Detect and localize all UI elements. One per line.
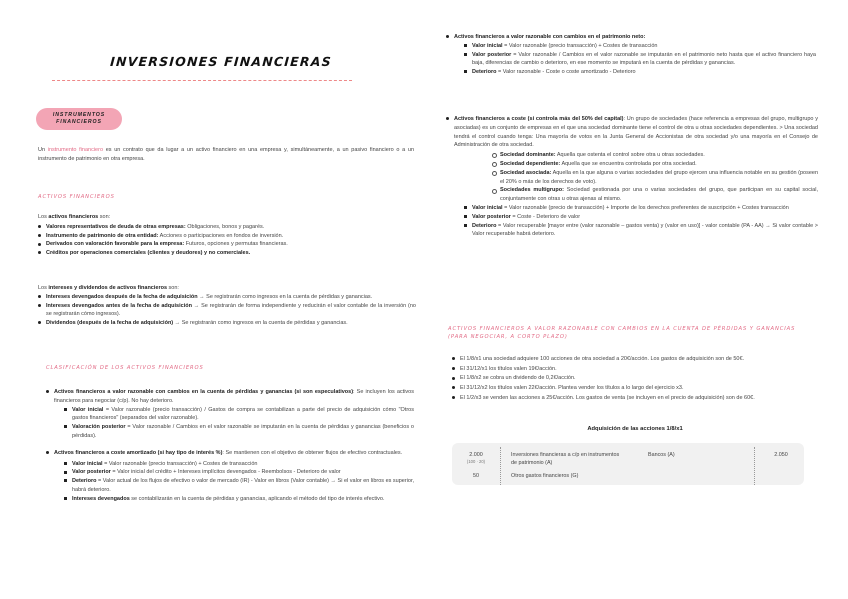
intereses-lead — [38, 284, 416, 293]
list-item: Activos financieros a valor razonable con cambios en la cuenta de pérdidas y ganancias (si son especulativos): Se incluyen los activos financieros para negociar (c/p). No hay deterioro. Valor inicial = Valor razonable (precio transacción) / Gastos de compra se contabilizan a parte del precio de adquisición cómo "Otros gastos financieros" (separados del valor razonable). Valoración posterior = Valor razonable / Cambios en el valor razonable se imputarán en la cuenta de pérdidas y ganancias (beneficios o pérdidas). — [46, 388, 414, 441]
pill-line-1: INSTRUMENTOS — [52, 112, 106, 118]
list-item: Valor posterior = Coste - Deterioro de valor — [464, 213, 818, 222]
title-divider — [52, 80, 352, 81]
pill-line-2: FINANCIEROS — [56, 119, 102, 125]
sublist — [64, 406, 414, 441]
intereses-list — [38, 293, 416, 328]
table-divider — [500, 447, 501, 485]
debit-amount: 50 — [473, 473, 479, 479]
activos-lead-pre: Los — [38, 214, 49, 220]
debit-account: Otros gastos financieros (G) — [511, 473, 579, 479]
list-item: Deterioro = Valor razonable - Coste o coste amortizado - Deterioro — [464, 68, 816, 77]
example-section — [452, 355, 818, 403]
clasificacion-section — [46, 388, 414, 504]
a4-list — [446, 115, 818, 239]
list-item: Deterioro = Valor actual de los flujos de efectivo o valor de mercado (IR) - Valor en libros (Valor contable) → Si el valor en libros es superior, habrá deterioro. — [64, 477, 414, 495]
credit-account: Bancos (A) — [648, 452, 675, 458]
activos-lead — [38, 213, 414, 222]
list-item: Valor inicial = Valor razonable (precio transacción) + Costes de transacción — [64, 460, 414, 469]
list-item: Activos financieros a coste amortizado (si hay tipo de interés %): Se mantienen con el objetivo de obtener flujos de efectivo contractuales. Valor inicial = Valor razonable (precio transacción) + Costes de transacción Valor posterior = Valor inicial del crédito + Intereses implícitos devengados - Reembolsos - Deterioro de valor Deterioro = Valor actual de los flujos de efectivo o valor de mercado (IR) - Valor en libros (Valor contable) → Si el valor en libros es superior, habrá deterioro. Intereses devengados se contabilizarán en la cuenta de pérdidas y ganancias, aplicando el método del tipo de interés efectivo. — [46, 449, 414, 504]
activos-heading: ACTIVOS FINANCIEROS — [38, 194, 115, 200]
example-heading — [448, 325, 795, 341]
list-item: Valoración posterior = Valor razonable / Cambios en el valor razonable se imputarán en la cuenta de pérdidas y ganancias (beneficios o pérdidas). — [64, 423, 414, 441]
clasificacion-heading: CLASIFICACIÓN DE LOS ACTIVOS FINANCIEROS — [46, 365, 204, 371]
list-item: Activos financieros a coste (si controla más del 50% del capital): Un grupo de sociedades (hace referencia a empresas del grupo, multigrupo y asociadas) es un conjunto de empresas en el que una sociedad dominante tiene el control de otra u otras sociedades dependientes. > Una sociedad tendrá el control cuando tenga: Una mayoría de votos en la Junta General de Accionistas de otra sociedad y/o una mayoría en el Consejo de Administración de otra sociedad. Sociedad dominante: Aquella que ostenta el control sobre otra u otras sociedades. Sociedad dependiente: Aquella que se encuentra controlada por otra sociedad. Sociedad asociada: Aquella en la que alguna o varias sociedades del grupo ejercen una influencia notable en su gestión (poseen el 20% o más de los derechos de voto). Sociedades multigrupo: Sociedad gestionada por una o varias sociedades del grupo, que participan en su capital social, conjuntamente con otras u otras ajenas al mismo. Valor inicial = Valor razonable (precio de transacción) + Importe de los derechos preferentes de suscripción + Costes transacción Valor posterior = Coste - Deterioro de valor Deterioro = Valor recuperable [mayor entre (valor razonable – gastos venta) y (valor en uso)] - valor contable (PA - AA) → Si valor contable > Valor recuperable habrá deterioro. — [446, 115, 818, 239]
list-item: El 1/8/x1 una sociedad adquiere 100 acciones de otra sociedad a 20€/acción. Los gastos de adquisición son de 50€. — [452, 355, 818, 365]
clasificacion-list — [46, 388, 414, 504]
list-item: El 1/8/x2 se cobra un dividendo de 0,2€/acción. — [452, 374, 818, 384]
activos-list — [38, 223, 414, 258]
list-item: Intereses devengados antes de la fecha de adquisición → Se registrarán de forma independiente y reducirán el valor contable de la inversión (no se registrarán cómo ingresos). — [38, 302, 416, 320]
list-item: Sociedad asociada: Aquella en la que alguna o varias sociedades del grupo ejercen una influencia notable en su gestión (poseen el 20% o más de los derechos de voto). — [492, 169, 818, 187]
intereses-lead-pre: Los — [38, 285, 49, 291]
list-item: Valor inicial = Valor razonable (precio transacción) / Gastos de compra se contabilizan a parte del precio de adquisición cómo "Otros gastos financieros" (separados del valor razonable). — [64, 406, 414, 424]
list-item: Derivados con valoración favorable para la empresa: Futuros, opciones y permutas financieras. — [38, 240, 414, 249]
activos-section — [38, 213, 414, 258]
intro-paragraph — [38, 146, 414, 164]
list-item: Valor posterior = Valor inicial del crédito + Intereses implícitos devengados - Reembolsos - Deterioro de valor — [64, 468, 414, 477]
list-item: Créditos por operaciones comerciales (clientes y deudores) y no comerciales. — [38, 249, 414, 258]
debit-note: (100 · 20) — [466, 459, 486, 464]
list-item: Deterioro = Valor recuperable [mayor entre (valor razonable – gastos venta) y (valor en uso)] - valor contable (PA - AA) → Si valor contable > Valor recuperable habrá deterioro. — [464, 222, 818, 240]
page-title: INVERSIONES FINANCIERAS — [109, 54, 333, 69]
circle-sublist — [492, 151, 818, 204]
credit-amount: 2.050 — [774, 452, 788, 458]
list-item: Valor inicial = Valor razonable (precio de transacción) + Importe de los derechos preferentes de suscripción + Costes transacción — [464, 204, 818, 213]
example-heading-line-1: ACTIVOS FINANCIEROS A VALOR RAZONABLE CON CAMBIOS EN LA CUENTA DE PÉRDIDAS Y GANANCIAS — [448, 326, 796, 332]
list-item: Intereses devengados después de la fecha de adquisición → Se registrarán como ingresos en la cuenta de pérdidas y ganancias. — [38, 293, 416, 302]
example-list — [452, 355, 818, 403]
section-pill — [36, 108, 122, 130]
sublist — [464, 204, 818, 239]
list-item: El 31/12/x2 los títulos valen 22€/acción. Plantea vender los títulos a lo largo del ejercicio x3. — [452, 384, 818, 394]
list-item: Sociedad dominante: Aquella que ostenta el control sobre otra u otras sociedades. — [492, 151, 818, 160]
list-item: Valor inicial = Valor razonable (precio transacción) + Costes de transacción — [464, 42, 816, 51]
intro-pre: Un — [38, 147, 48, 153]
list-item: Intereses devengados se contabilizarán en la cuenta de pérdidas y ganancias, aplicando el método del tipo de interés efectivo. — [64, 495, 414, 504]
list-item: Dividendos (después de la fecha de adquisición) → Se registrarán como ingresos en la cuenta de pérdidas y ganancias. — [38, 319, 416, 328]
table-divider — [754, 447, 755, 485]
intro-term: instrumento financiero — [47, 147, 104, 153]
table-title: Adquisición de las acciones 1/8/x1 — [587, 426, 683, 432]
sublist — [464, 42, 816, 77]
a3-section — [446, 33, 816, 77]
list-item: Valor posterior = Valor razonable / Cambios en el valor razonable se imputarán en el patrimonio neto hasta que el activo financiero haya baja, diferencias de cambio o deterioro, en ese momento se imputará en la cuenta de pérdidas y ganancias. — [464, 51, 816, 69]
list-item: Sociedades multigrupo: Sociedad gestionada por una o varias sociedades del grupo, que participan en su capital social, conjuntamente con otras u otras ajenas al mismo. — [492, 186, 818, 204]
sublist — [64, 460, 414, 504]
example-heading-line-2: (PARA NEGOCIAR, A CORTO PLAZO) — [448, 334, 568, 340]
activos-lead-post: son: — [98, 214, 111, 220]
intro-post: es un contrato que da lugar a un activo financiero en una empresa y, simultáneamente, a un pasivo financiero o a un instrumento de patrimonio en otra empresa. — [38, 147, 415, 162]
list-item: Instrumento de patrimonio de otra entidad: Acciones o participaciones en fondos de inversión. — [38, 232, 414, 241]
intereses-section — [38, 284, 416, 328]
list-item: Sociedad dependiente: Aquella que se encuentra controlada por otra sociedad. — [492, 160, 818, 169]
a4-section — [446, 115, 818, 239]
list-item: El 1/2/x3 se venden las acciones a 25€/acción. Los gastos de venta (se incluyen en el precio de adquisición) son de 60€. — [452, 394, 818, 404]
activos-lead-bold: activos financieros — [48, 214, 99, 220]
a3-list — [446, 33, 816, 77]
intereses-lead-bold: intereses y dividendos de activos financieros — [48, 285, 168, 291]
list-item: Valores representativos de deuda de otras empresas: Obligaciones, bonos y pagarés. — [38, 223, 414, 232]
intereses-lead-post: son: — [167, 285, 179, 291]
list-item: Activos financieros a valor razonable con cambios en el patrimonio neto: Valor inicial = Valor razonable (precio transacción) + Costes de transacción Valor posterior = Valor razonable / Cambios en el valor razonable se imputarán en el patrimonio neto hasta que el activo financiero haya baja, diferencias de cambio o deterioro, en ese momento se imputará en la cuenta de pérdidas y ganancias. Deterioro = Valor razonable - Coste o coste amortizado - Deterioro — [446, 33, 816, 77]
list-item: El 31/12/x1 los títulos valen 19€/acción. — [452, 365, 818, 375]
debit-amount: 2.000 — [469, 452, 483, 458]
debit-account: Inversiones financieras a c/p en instrumentos de patrimonio (A) — [511, 452, 620, 467]
